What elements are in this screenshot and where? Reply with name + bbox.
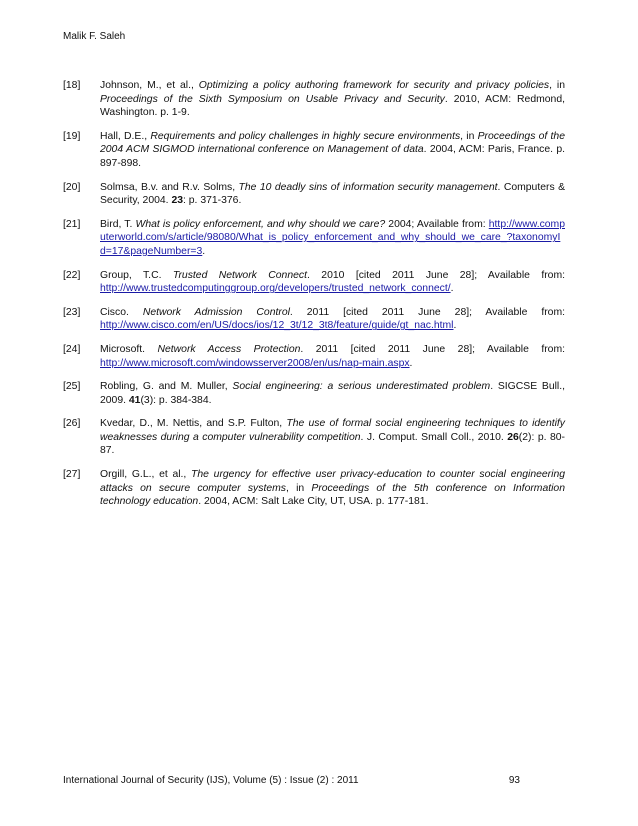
footer-journal-info: International Journal of Security (IJS), Volume (5) : Issue (2) : 2011 — [63, 775, 359, 786]
reference-venue: Proceedings of the 2004 ACM SIGMOD international conference on Management of data — [100, 130, 565, 156]
reference-volume: 26 — [507, 431, 519, 443]
reference-23: [23] Cisco. Network Admission Control. 2011 [cited 2011 June 28]; Available from: http://www.cisco.com/en/US/docs/ios/12_3t/12_3t8/feature/guide/gt_nac.html. — [63, 306, 565, 332]
reference-number: [27] — [63, 469, 81, 481]
reference-number: [24] — [63, 343, 81, 355]
reference-url-link[interactable]: http://www.trustedcomputinggroup.org/developers/trusted_network_connect/ — [100, 283, 451, 295]
reference-22: [22] Group, T.C. Trusted Network Connect. 2010 [cited 2011 June 28]; Available from: http://www.trustedcomputinggroup.org/developers/trusted_network_connect/. — [63, 269, 565, 295]
reference-venue: Proceedings of the Sixth Symposium on Usable Privacy and Security — [100, 93, 445, 105]
reference-venue: Proceedings of the 5th conference on Information technology education — [100, 482, 565, 508]
reference-title: The use of formal social engineering techniques to identify weaknesses during a computer vulnerability competition — [100, 418, 565, 443]
reference-url-link[interactable]: http://www.computerworld.com/s/article/98080/What_is_policy_enforcement_and_why_should_we_care_?taxonomyId=17&pageNumber=3 — [100, 218, 565, 257]
reference-number: [21] — [63, 218, 81, 230]
reference-title: Requirements and policy challenges in highly secure environments — [150, 130, 461, 142]
page-footer — [63, 775, 565, 787]
reference-21: [21] Bird, T. What is policy enforcement, and why should we care? 2004; Available from: http://www.computerworld.com/s/article/98080/What_is_policy_enforcement_and_why_should_we_care_?taxonomyId=17&pageNumber=3. — [63, 218, 565, 257]
reference-20: [20] Solmsa, B.v. and R.v. Solms, The 10 deadly sins of information security management. Computers & Security, 2004. 23: p. 371-376. — [63, 181, 565, 207]
reference-title: Network Access Protection — [157, 343, 301, 355]
reference-title: Trusted Network Connect — [172, 269, 307, 281]
reference-title: Optimizing a policy authoring framework for security and privacy policies — [198, 80, 550, 91]
page-number: 93 — [508, 775, 520, 786]
reference-volume: 23 — [171, 195, 183, 207]
page-header-author: Malik F. Saleh — [63, 31, 126, 42]
reference-19: [19] Hall, D.E., Requirements and policy challenges in highly secure environments, in Proceedings of the 2004 ACM SIGMOD international conference on Management of data. 2004, ACM: Paris, France. p. 897-898. — [63, 130, 566, 169]
reference-title: The 10 deadly sins of information security management — [238, 181, 498, 193]
reference-number: [22] — [63, 269, 81, 281]
reference-number: [18] — [63, 80, 81, 91]
reference-number: [20] — [63, 181, 81, 193]
reference-number: [23] — [63, 306, 81, 318]
reference-url-link[interactable]: http://www.microsoft.com/windowsserver2008/en/us/nap-main.aspx — [100, 357, 410, 369]
reference-title: Social engineering: a serious underestimated problem — [232, 381, 491, 393]
reference-25: [25] Robling, G. and M. Muller, Social engineering: a serious underestimated problem. SIGCSE Bull., 2009. 41(3): p. 384-384. — [63, 381, 565, 406]
reference-list — [63, 79, 565, 519]
reference-number: [26] — [63, 418, 81, 430]
reference-18: [18] Johnson, M., et al., Optimizing a policy authoring framework for security and privacy policies, in Proceedings of the Sixth Symposium on Usable Privacy and Security. 2010, ACM: Redmond, Washington. p. 1-9. — [63, 80, 565, 119]
reference-number: [19] — [63, 130, 81, 142]
reference-24: [24] Microsoft. Network Access Protection. 2011 [cited 2011 June 28]; Available from: http://www.microsoft.com/windowsserver2008/en/us/nap-main.aspx. — [63, 343, 565, 369]
reference-volume: 41 — [128, 394, 141, 406]
reference-title: What is policy enforcement, and why should we care? — [135, 218, 386, 230]
reference-26: [26] Kvedar, D., M. Nettis, and S.P. Fulton, The use of formal social engineering techniques to identify weaknesses during a computer vulnerability competition. J. Comput. Small Coll., 2010. 26(2): p. 80-87. — [63, 418, 566, 457]
reference-url-link[interactable]: http://www.cisco.com/en/US/docs/ios/12_3t/12_3t8/feature/guide/gt_nac.html — [100, 320, 454, 332]
reference-number: [25] — [63, 381, 81, 393]
reference-title: The urgency for effective user privacy-education to counter social engineering attacks on secure computer systems — [100, 469, 565, 494]
reference-title: Network Admission Control — [142, 306, 290, 318]
reference-27: [27] Orgill, G.L., et al., The urgency for effective user privacy-education to counter social engineering attacks on secure computer systems, in Proceedings of the 5th conference on Information technology education. 2004, ACM: Salt Lake City, UT, USA. p. 177-181. — [63, 469, 565, 508]
